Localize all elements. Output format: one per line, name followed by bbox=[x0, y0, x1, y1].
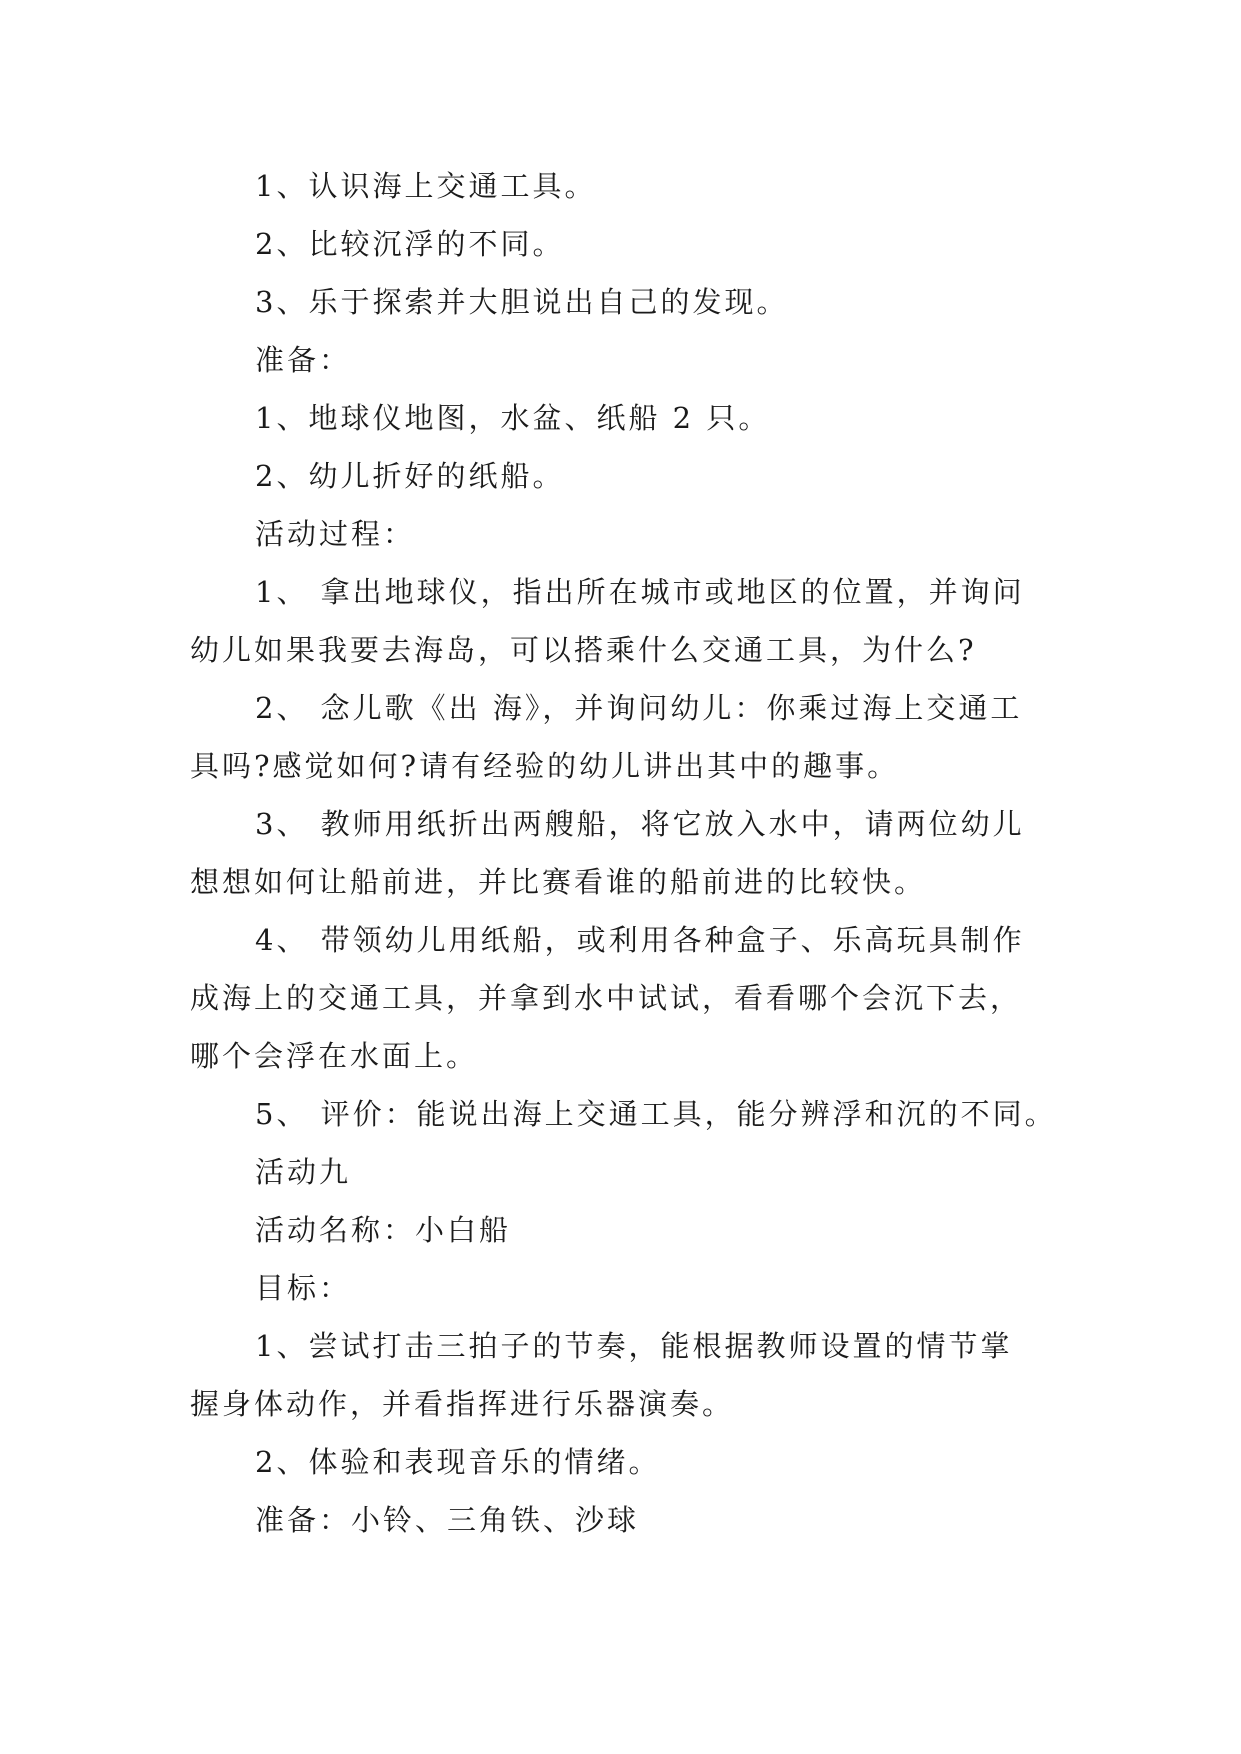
process-step-5: 5、 评价：能说出海上交通工具，能分辨浮和沉的不同。 bbox=[255, 1097, 1057, 1131]
goal-item-1-line-2: 握身体动作，并看指挥进行乐器演奏。 bbox=[190, 1387, 735, 1421]
preparation-heading: 准备： bbox=[255, 343, 352, 377]
goal-item-2-music: 2、体验和表现音乐的情绪。 bbox=[255, 1445, 661, 1479]
preparation-item-1: 1、地球仪地图，水盆、纸船 2 只。 bbox=[255, 401, 771, 435]
goal-item-1: 1、认识海上交通工具。 bbox=[255, 169, 597, 203]
goal-item-3: 3、乐于探索并大胆说出自己的发现。 bbox=[255, 285, 789, 319]
process-heading: 活动过程： bbox=[255, 517, 416, 551]
activity-name: 活动名称：小白船 bbox=[255, 1213, 512, 1247]
process-step-4-line-2: 成海上的交通工具，并拿到水中试试，看看哪个会沉下去， bbox=[190, 981, 1023, 1015]
process-step-1-line-2: 幼儿如果我要去海岛，可以搭乘什么交通工具，为什么? bbox=[190, 633, 977, 667]
process-step-2-line-1: 2、 念儿歌《出 海》，并询问幼儿：你乘过海上交通工 bbox=[255, 691, 1023, 725]
process-step-3-line-1: 3、 教师用纸折出两艘船，将它放入水中，请两位幼儿 bbox=[255, 807, 1025, 841]
process-step-1-line-1: 1、 拿出地球仪，指出所在城市或地区的位置，并询问 bbox=[255, 575, 1025, 609]
activity-heading: 活动九 bbox=[255, 1155, 352, 1189]
preparation-item-2: 2、幼儿折好的纸船。 bbox=[255, 459, 565, 493]
process-step-4-line-3: 哪个会浮在水面上。 bbox=[190, 1039, 479, 1073]
goal-item-1-line-1: 1、尝试打击三拍子的节奏，能根据教师设置的情节掌 bbox=[255, 1329, 1013, 1363]
goal-item-2: 2、比较沉浮的不同。 bbox=[255, 227, 565, 261]
process-step-3-line-2: 想想如何让船前进，并比赛看谁的船前进的比较快。 bbox=[190, 865, 927, 899]
process-step-2-line-2: 具吗?感觉如何?请有经验的幼儿讲出其中的趣事。 bbox=[190, 749, 900, 783]
preparation-materials: 准备：小铃、三角铁、沙球 bbox=[255, 1503, 640, 1537]
process-step-4-line-1: 4、 带领幼儿用纸船，或利用各种盒子、乐高玩具制作 bbox=[255, 923, 1025, 957]
goals-heading: 目标： bbox=[255, 1271, 352, 1305]
